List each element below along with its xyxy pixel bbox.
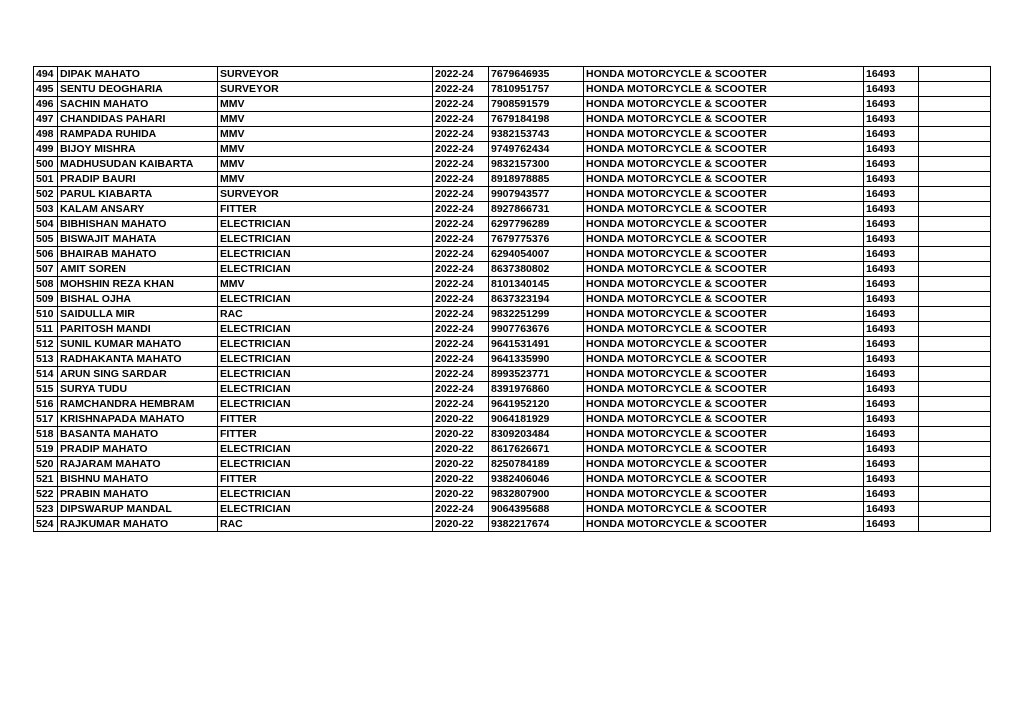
phone-cell: 9382406046: [489, 472, 584, 487]
code-cell: 16493: [864, 172, 919, 187]
company-cell: HONDA MOTORCYCLE & SCOOTER: [584, 67, 864, 82]
empty-cell: [919, 367, 991, 382]
table-row: [34, 67, 991, 82]
name-cell: PARUL KIABARTA: [58, 187, 218, 202]
company-cell: HONDA MOTORCYCLE & SCOOTER: [584, 202, 864, 217]
company-cell: HONDA MOTORCYCLE & SCOOTER: [584, 442, 864, 457]
empty-cell: [919, 127, 991, 142]
trade-cell: RAC: [218, 517, 433, 532]
code-cell: 16493: [864, 487, 919, 502]
code-cell: 16493: [864, 202, 919, 217]
trade-cell: MMV: [218, 142, 433, 157]
code-cell: 16493: [864, 112, 919, 127]
empty-cell: [919, 157, 991, 172]
code-cell: 16493: [864, 337, 919, 352]
table-row: [34, 382, 991, 397]
table-row: [34, 97, 991, 112]
session-cell: 2022-24: [433, 217, 489, 232]
name-cell: MOHSHIN REZA KHAN: [58, 277, 218, 292]
name-cell: BASANTA MAHATO: [58, 427, 218, 442]
table-row: [34, 202, 991, 217]
code-cell: 16493: [864, 352, 919, 367]
company-cell: HONDA MOTORCYCLE & SCOOTER: [584, 472, 864, 487]
company-cell: HONDA MOTORCYCLE & SCOOTER: [584, 262, 864, 277]
serial-number-cell: 521: [34, 472, 58, 487]
session-cell: 2022-24: [433, 337, 489, 352]
session-cell: 2022-24: [433, 262, 489, 277]
empty-cell: [919, 442, 991, 457]
session-cell: 2020-22: [433, 472, 489, 487]
empty-cell: [919, 202, 991, 217]
name-cell: KRISHNAPADA MAHATO: [58, 412, 218, 427]
phone-cell: 8391976860: [489, 382, 584, 397]
session-cell: 2022-24: [433, 382, 489, 397]
code-cell: 16493: [864, 322, 919, 337]
code-cell: 16493: [864, 412, 919, 427]
company-cell: HONDA MOTORCYCLE & SCOOTER: [584, 217, 864, 232]
company-cell: HONDA MOTORCYCLE & SCOOTER: [584, 337, 864, 352]
serial-number-cell: 502: [34, 187, 58, 202]
session-cell: 2022-24: [433, 202, 489, 217]
company-cell: HONDA MOTORCYCLE & SCOOTER: [584, 382, 864, 397]
empty-cell: [919, 247, 991, 262]
code-cell: 16493: [864, 142, 919, 157]
phone-cell: 8918978885: [489, 172, 584, 187]
name-cell: RAMCHANDRA HEMBRAM: [58, 397, 218, 412]
company-cell: HONDA MOTORCYCLE & SCOOTER: [584, 247, 864, 262]
code-cell: 16493: [864, 472, 919, 487]
table-row: [34, 457, 991, 472]
phone-cell: 8250784189: [489, 457, 584, 472]
serial-number-cell: 512: [34, 337, 58, 352]
table-row: [34, 442, 991, 457]
table-row: [34, 397, 991, 412]
code-cell: 16493: [864, 427, 919, 442]
trade-cell: ELECTRICIAN: [218, 337, 433, 352]
table-row: [34, 217, 991, 232]
code-cell: 16493: [864, 367, 919, 382]
table-body: [34, 67, 991, 532]
trade-cell: ELECTRICIAN: [218, 217, 433, 232]
session-cell: 2020-22: [433, 442, 489, 457]
empty-cell: [919, 472, 991, 487]
phone-cell: 9832157300: [489, 157, 584, 172]
table-row: [34, 112, 991, 127]
trade-cell: FITTER: [218, 427, 433, 442]
company-cell: HONDA MOTORCYCLE & SCOOTER: [584, 157, 864, 172]
empty-cell: [919, 262, 991, 277]
trade-cell: ELECTRICIAN: [218, 457, 433, 472]
serial-number-cell: 504: [34, 217, 58, 232]
phone-cell: 7679775376: [489, 232, 584, 247]
table-row: [34, 502, 991, 517]
trade-cell: ELECTRICIAN: [218, 397, 433, 412]
serial-number-cell: 494: [34, 67, 58, 82]
trade-cell: SURVEYOR: [218, 67, 433, 82]
table-row: [34, 82, 991, 97]
table-row: [34, 142, 991, 157]
table-row: [34, 367, 991, 382]
trade-cell: RAC: [218, 307, 433, 322]
serial-number-cell: 518: [34, 427, 58, 442]
table-row: [34, 412, 991, 427]
serial-number-cell: 509: [34, 292, 58, 307]
code-cell: 16493: [864, 397, 919, 412]
name-cell: SAIDULLA MIR: [58, 307, 218, 322]
trade-cell: MMV: [218, 112, 433, 127]
empty-cell: [919, 67, 991, 82]
session-cell: 2022-24: [433, 112, 489, 127]
session-cell: 2022-24: [433, 82, 489, 97]
serial-number-cell: 510: [34, 307, 58, 322]
name-cell: CHANDIDAS PAHARI: [58, 112, 218, 127]
empty-cell: [919, 187, 991, 202]
trade-cell: ELECTRICIAN: [218, 487, 433, 502]
company-cell: HONDA MOTORCYCLE & SCOOTER: [584, 127, 864, 142]
trade-cell: SURVEYOR: [218, 187, 433, 202]
serial-number-cell: 498: [34, 127, 58, 142]
company-cell: HONDA MOTORCYCLE & SCOOTER: [584, 367, 864, 382]
table-row: [34, 157, 991, 172]
session-cell: 2020-22: [433, 487, 489, 502]
name-cell: SUNIL KUMAR MAHATO: [58, 337, 218, 352]
code-cell: 16493: [864, 502, 919, 517]
empty-cell: [919, 517, 991, 532]
trade-cell: FITTER: [218, 202, 433, 217]
session-cell: 2022-24: [433, 67, 489, 82]
serial-number-cell: 507: [34, 262, 58, 277]
empty-cell: [919, 172, 991, 187]
session-cell: 2022-24: [433, 172, 489, 187]
company-cell: HONDA MOTORCYCLE & SCOOTER: [584, 172, 864, 187]
name-cell: DIPAK MAHATO: [58, 67, 218, 82]
session-cell: 2022-24: [433, 232, 489, 247]
serial-number-cell: 495: [34, 82, 58, 97]
phone-cell: 9749762434: [489, 142, 584, 157]
serial-number-cell: 497: [34, 112, 58, 127]
phone-cell: 8101340145: [489, 277, 584, 292]
table-row: [34, 352, 991, 367]
code-cell: 16493: [864, 262, 919, 277]
trade-cell: ELECTRICIAN: [218, 292, 433, 307]
name-cell: SENTU DEOGHARIA: [58, 82, 218, 97]
session-cell: 2022-24: [433, 157, 489, 172]
code-cell: 16493: [864, 457, 919, 472]
empty-cell: [919, 457, 991, 472]
serial-number-cell: 515: [34, 382, 58, 397]
company-cell: HONDA MOTORCYCLE & SCOOTER: [584, 502, 864, 517]
company-cell: HONDA MOTORCYCLE & SCOOTER: [584, 352, 864, 367]
trade-cell: MMV: [218, 277, 433, 292]
table-row: [34, 307, 991, 322]
name-cell: BIBHISHAN MAHATO: [58, 217, 218, 232]
table-row: [34, 322, 991, 337]
session-cell: 2022-24: [433, 322, 489, 337]
trade-cell: ELECTRICIAN: [218, 232, 433, 247]
empty-cell: [919, 487, 991, 502]
code-cell: 16493: [864, 307, 919, 322]
company-cell: HONDA MOTORCYCLE & SCOOTER: [584, 142, 864, 157]
session-cell: 2020-22: [433, 427, 489, 442]
table-row: [34, 172, 991, 187]
table-row: [34, 232, 991, 247]
placement-table: [33, 66, 991, 532]
serial-number-cell: 500: [34, 157, 58, 172]
phone-cell: 8617626671: [489, 442, 584, 457]
name-cell: MADHUSUDAN KAIBARTA: [58, 157, 218, 172]
serial-number-cell: 524: [34, 517, 58, 532]
table-row: [34, 127, 991, 142]
empty-cell: [919, 277, 991, 292]
serial-number-cell: 508: [34, 277, 58, 292]
company-cell: HONDA MOTORCYCLE & SCOOTER: [584, 187, 864, 202]
name-cell: BISWAJIT MAHATA: [58, 232, 218, 247]
table-row: [34, 487, 991, 502]
phone-cell: 8637323194: [489, 292, 584, 307]
empty-cell: [919, 142, 991, 157]
serial-number-cell: 505: [34, 232, 58, 247]
company-cell: HONDA MOTORCYCLE & SCOOTER: [584, 412, 864, 427]
company-cell: HONDA MOTORCYCLE & SCOOTER: [584, 487, 864, 502]
company-cell: HONDA MOTORCYCLE & SCOOTER: [584, 457, 864, 472]
phone-cell: 9832807900: [489, 487, 584, 502]
company-cell: HONDA MOTORCYCLE & SCOOTER: [584, 322, 864, 337]
code-cell: 16493: [864, 277, 919, 292]
empty-cell: [919, 397, 991, 412]
session-cell: 2022-24: [433, 97, 489, 112]
name-cell: BISHNU MAHATO: [58, 472, 218, 487]
code-cell: 16493: [864, 157, 919, 172]
trade-cell: MMV: [218, 127, 433, 142]
trade-cell: ELECTRICIAN: [218, 262, 433, 277]
phone-cell: 6297796289: [489, 217, 584, 232]
session-cell: 2022-24: [433, 397, 489, 412]
phone-cell: 8927866731: [489, 202, 584, 217]
empty-cell: [919, 352, 991, 367]
trade-cell: FITTER: [218, 412, 433, 427]
table-row: [34, 472, 991, 487]
code-cell: 16493: [864, 232, 919, 247]
table-row: [34, 427, 991, 442]
trade-cell: ELECTRICIAN: [218, 382, 433, 397]
session-cell: 2022-24: [433, 142, 489, 157]
name-cell: BHAIRAB MAHATO: [58, 247, 218, 262]
code-cell: 16493: [864, 517, 919, 532]
empty-cell: [919, 502, 991, 517]
company-cell: HONDA MOTORCYCLE & SCOOTER: [584, 277, 864, 292]
table-row: [34, 262, 991, 277]
company-cell: HONDA MOTORCYCLE & SCOOTER: [584, 112, 864, 127]
phone-cell: 8993523771: [489, 367, 584, 382]
serial-number-cell: 516: [34, 397, 58, 412]
table-row: [34, 277, 991, 292]
table-row: [34, 337, 991, 352]
name-cell: BISHAL OJHA: [58, 292, 218, 307]
company-cell: HONDA MOTORCYCLE & SCOOTER: [584, 82, 864, 97]
trade-cell: ELECTRICIAN: [218, 502, 433, 517]
company-cell: HONDA MOTORCYCLE & SCOOTER: [584, 307, 864, 322]
session-cell: 2022-24: [433, 367, 489, 382]
empty-cell: [919, 307, 991, 322]
session-cell: 2020-22: [433, 457, 489, 472]
code-cell: 16493: [864, 247, 919, 262]
serial-number-cell: 523: [34, 502, 58, 517]
empty-cell: [919, 382, 991, 397]
name-cell: ARUN SING SARDAR: [58, 367, 218, 382]
empty-cell: [919, 112, 991, 127]
name-cell: RAMPADA RUHIDA: [58, 127, 218, 142]
name-cell: PRADIP MAHATO: [58, 442, 218, 457]
session-cell: 2022-24: [433, 307, 489, 322]
phone-cell: 8637380802: [489, 262, 584, 277]
code-cell: 16493: [864, 187, 919, 202]
phone-cell: 9064395688: [489, 502, 584, 517]
trade-cell: MMV: [218, 172, 433, 187]
phone-cell: 7908591579: [489, 97, 584, 112]
company-cell: HONDA MOTORCYCLE & SCOOTER: [584, 232, 864, 247]
name-cell: RAJARAM MAHATO: [58, 457, 218, 472]
trade-cell: SURVEYOR: [218, 82, 433, 97]
serial-number-cell: 519: [34, 442, 58, 457]
name-cell: PRADIP BAURI: [58, 172, 218, 187]
code-cell: 16493: [864, 217, 919, 232]
trade-cell: ELECTRICIAN: [218, 352, 433, 367]
session-cell: 2020-22: [433, 412, 489, 427]
company-cell: HONDA MOTORCYCLE & SCOOTER: [584, 97, 864, 112]
code-cell: 16493: [864, 127, 919, 142]
company-cell: HONDA MOTORCYCLE & SCOOTER: [584, 427, 864, 442]
phone-cell: 9641335990: [489, 352, 584, 367]
empty-cell: [919, 292, 991, 307]
trade-cell: ELECTRICIAN: [218, 442, 433, 457]
phone-cell: 9064181929: [489, 412, 584, 427]
trade-cell: ELECTRICIAN: [218, 367, 433, 382]
name-cell: RAJKUMAR MAHATO: [58, 517, 218, 532]
table-row: [34, 292, 991, 307]
serial-number-cell: 522: [34, 487, 58, 502]
empty-cell: [919, 82, 991, 97]
company-cell: HONDA MOTORCYCLE & SCOOTER: [584, 517, 864, 532]
phone-cell: 7679184198: [489, 112, 584, 127]
table-row: [34, 517, 991, 532]
session-cell: 2022-24: [433, 127, 489, 142]
phone-cell: 9641952120: [489, 397, 584, 412]
phone-cell: 9382153743: [489, 127, 584, 142]
trade-cell: ELECTRICIAN: [218, 247, 433, 262]
serial-number-cell: 503: [34, 202, 58, 217]
serial-number-cell: 513: [34, 352, 58, 367]
serial-number-cell: 501: [34, 172, 58, 187]
name-cell: DIPSWARUP MANDAL: [58, 502, 218, 517]
phone-cell: 7679646935: [489, 67, 584, 82]
session-cell: 2022-24: [433, 352, 489, 367]
name-cell: AMIT SOREN: [58, 262, 218, 277]
company-cell: HONDA MOTORCYCLE & SCOOTER: [584, 397, 864, 412]
phone-cell: 8309203484: [489, 427, 584, 442]
trade-cell: FITTER: [218, 472, 433, 487]
serial-number-cell: 520: [34, 457, 58, 472]
code-cell: 16493: [864, 97, 919, 112]
phone-cell: 7810951757: [489, 82, 584, 97]
empty-cell: [919, 337, 991, 352]
name-cell: BIJOY MISHRA: [58, 142, 218, 157]
phone-cell: 9907943577: [489, 187, 584, 202]
name-cell: PRABIN MAHATO: [58, 487, 218, 502]
code-cell: 16493: [864, 292, 919, 307]
session-cell: 2022-24: [433, 502, 489, 517]
empty-cell: [919, 232, 991, 247]
phone-cell: 9832251299: [489, 307, 584, 322]
serial-number-cell: 517: [34, 412, 58, 427]
serial-number-cell: 499: [34, 142, 58, 157]
session-cell: 2022-24: [433, 277, 489, 292]
serial-number-cell: 506: [34, 247, 58, 262]
trade-cell: MMV: [218, 97, 433, 112]
empty-cell: [919, 412, 991, 427]
table-row: [34, 247, 991, 262]
code-cell: 16493: [864, 67, 919, 82]
table-row: [34, 187, 991, 202]
phone-cell: 9641531491: [489, 337, 584, 352]
phone-cell: 6294054007: [489, 247, 584, 262]
serial-number-cell: 496: [34, 97, 58, 112]
session-cell: 2022-24: [433, 292, 489, 307]
trade-cell: ELECTRICIAN: [218, 322, 433, 337]
serial-number-cell: 511: [34, 322, 58, 337]
trade-cell: MMV: [218, 157, 433, 172]
serial-number-cell: 514: [34, 367, 58, 382]
empty-cell: [919, 322, 991, 337]
name-cell: SURYA TUDU: [58, 382, 218, 397]
name-cell: PARITOSH MANDI: [58, 322, 218, 337]
code-cell: 16493: [864, 442, 919, 457]
phone-cell: 9907763676: [489, 322, 584, 337]
name-cell: KALAM ANSARY: [58, 202, 218, 217]
name-cell: RADHAKANTA MAHATO: [58, 352, 218, 367]
code-cell: 16493: [864, 382, 919, 397]
session-cell: 2022-24: [433, 247, 489, 262]
empty-cell: [919, 217, 991, 232]
company-cell: HONDA MOTORCYCLE & SCOOTER: [584, 292, 864, 307]
code-cell: 16493: [864, 82, 919, 97]
session-cell: 2020-22: [433, 517, 489, 532]
phone-cell: 9382217674: [489, 517, 584, 532]
empty-cell: [919, 97, 991, 112]
empty-cell: [919, 427, 991, 442]
name-cell: SACHIN MAHATO: [58, 97, 218, 112]
session-cell: 2022-24: [433, 187, 489, 202]
